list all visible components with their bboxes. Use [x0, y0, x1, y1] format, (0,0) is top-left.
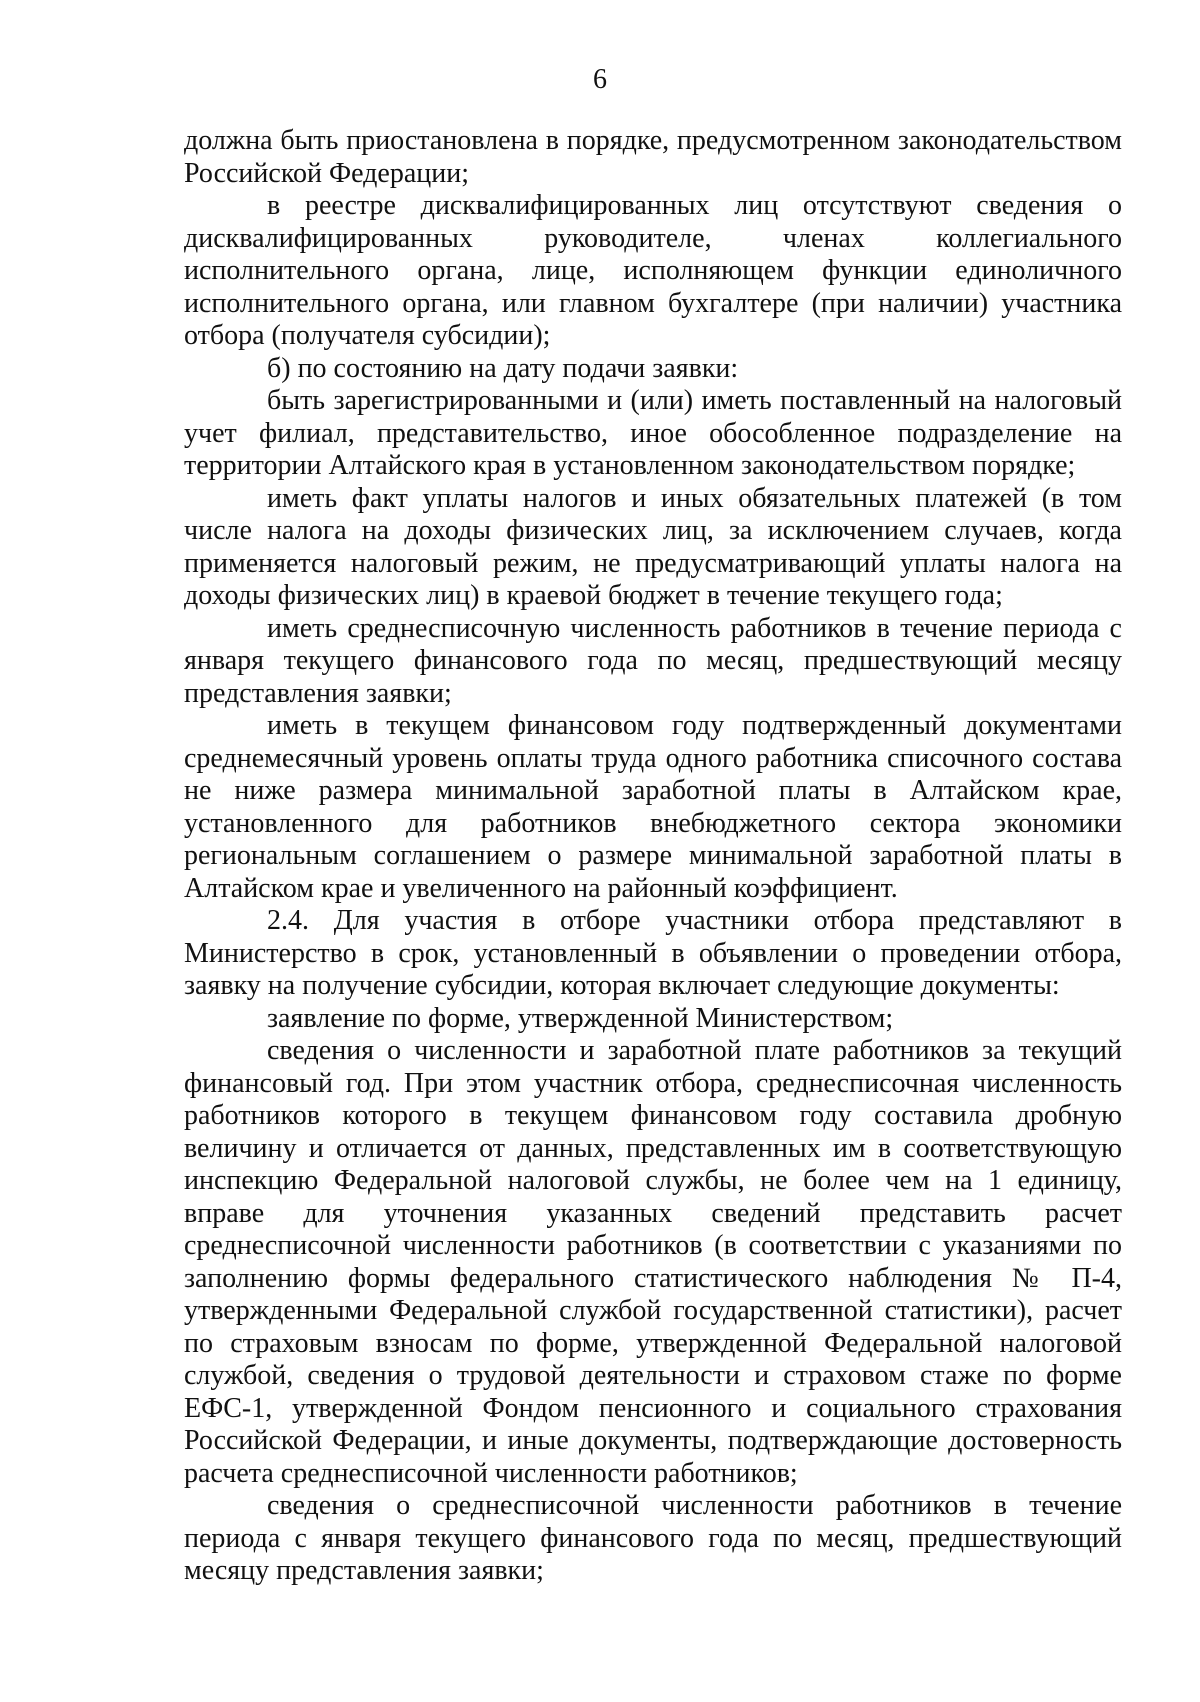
page-number: 6	[593, 64, 607, 95]
paragraph: быть зарегистрированными и (или) иметь поставленный на налоговый учет филиал, представительство, иное обособленное подразделение на территории Алтайского края в установленном законодательством порядке;	[184, 385, 1122, 481]
paragraph: иметь факт уплаты налогов и иных обязательных платежей (в том числе налога на доходы физических лиц, за исключением случаев, когда применяется налоговый режим, не предусматривающий уплаты налога на доходы физических лиц) в краевой бюджет в течение текущего года;	[184, 482, 1122, 611]
paragraph: сведения о среднесписочной численности работников в течение периода с января текущего финансового года по месяц, предшествующий месяцу представления заявки;	[184, 1490, 1122, 1586]
paragraph: иметь в текущем финансовом году подтвержденный документами среднемесячный уровень оплаты труда одного работника списочного состава не ниже размера минимальной заработной платы в Алтайском крае, установленного для работников внебюджетного сектора экономики региональным соглашением о размере минимальной заработной платы в Алтайском крае и увеличенного на районный коэффициент.	[184, 710, 1122, 904]
paragraph: сведения о численности и заработной плате работников за текущий финансовый год. При этом участник отбора, среднесписочная численность работников которого в текущем финансовом году составила дробную величину и отличается от данных, представленных им в соответствующую инспекцию Федеральной налоговой службы, не более чем на 1 единицу, вправе для уточнения указанных сведений представить расчет среднесписочной численности работников (в соответствии с указаниями по заполнению формы федерального статистического наблюдения № П-4, утвержденными Федеральной службой государственной статистики), расчет по страховым взносам по форме, утвержденной Федеральной налоговой службой, сведения о трудовой деятельности и страховом стаже по форме ЕФС-1, утвержденной Фондом пенсионного и социального страхования Российской Федерации, и иные документы, подтверждающие достоверность расчета среднесписочной численности работников;	[184, 1035, 1122, 1489]
document-body	[184, 125, 1122, 1588]
section-paragraph-2-4: 2.4. Для участия в отборе участники отбора представляют в Министерство в срок, установленный в объявлении о проведении отбора, заявку на получение субсидии, которая включает следующие документы:	[184, 905, 1122, 1001]
paragraph: должна быть приостановлена в порядке, предусмотренном законодательством Российской Федерации;	[184, 125, 1122, 189]
paragraph: в реестре дисквалифицированных лиц отсутствуют сведения о дисквалифицированных руководителе, членах коллегиального исполнительного органа, лице, исполняющем функции единоличного исполнительного органа, или главном бухгалтере (при наличии) участника отбора (получателя субсидии);	[184, 190, 1122, 351]
paragraph: б) по состоянию на дату подачи заявки:	[267, 352, 739, 384]
paragraph: заявление по форме, утвержденной Министерством;	[267, 1002, 894, 1034]
paragraph: иметь среднесписочную численность работников в течение периода с января текущего финансового года по месяц, предшествующий месяцу представления заявки;	[184, 612, 1122, 709]
